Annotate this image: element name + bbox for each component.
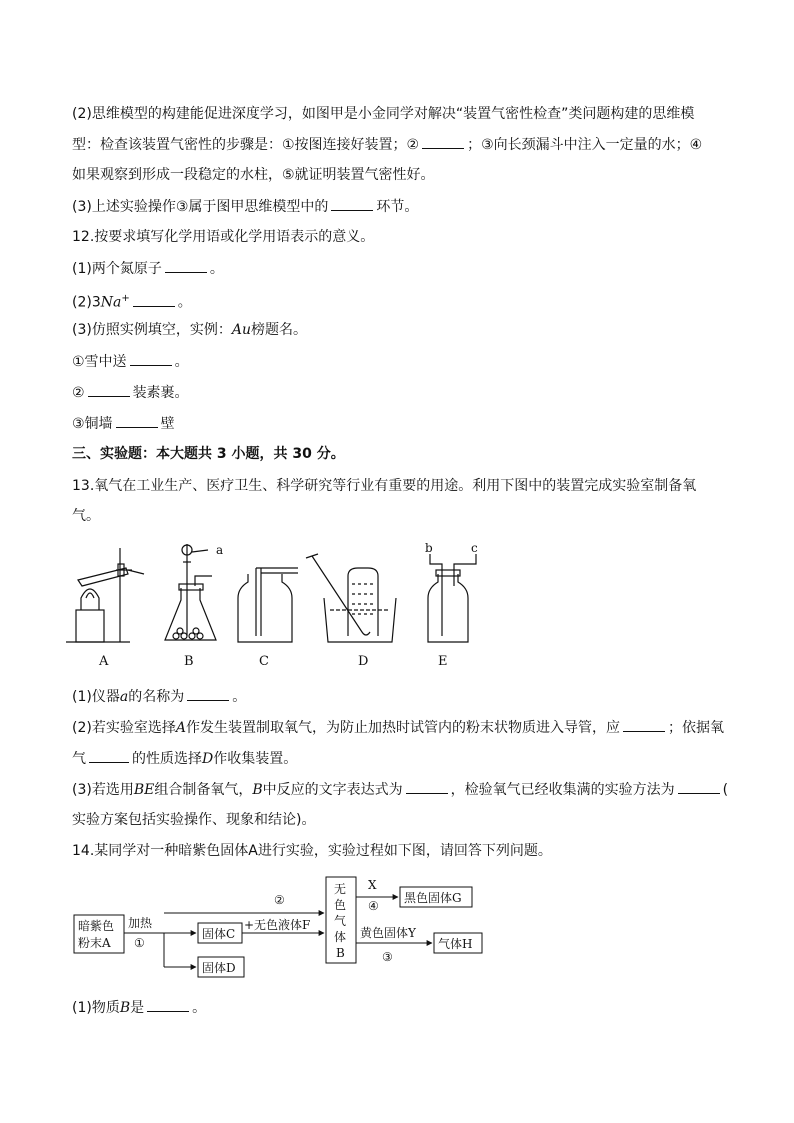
var-B: B <box>119 1000 131 1016</box>
q12-title: 12.按要求填写化学用语或化学用语表示的意义。 <box>72 229 375 245</box>
q12-part1-end: 。 <box>209 261 224 277</box>
box-b-char: 无 <box>334 882 347 896</box>
q13-part2-text-c: ；依据氧 <box>667 720 724 736</box>
q13-part2-text-f: 作收集装置。 <box>213 751 298 767</box>
q12-sub2-text: ② <box>72 385 85 401</box>
q11-part2-text-b: ；③向长颈漏斗中注入一定量的水；④ <box>467 137 703 153</box>
q11-part2-text-a: 型：检查该装置气密性的步骤是：①按图连接好装置；② <box>72 137 420 153</box>
charge-superscript: + <box>121 293 130 304</box>
answer-blank[interactable] <box>623 717 665 732</box>
answer-blank[interactable] <box>187 686 229 701</box>
q12-part3 <box>72 320 307 340</box>
answer-blank[interactable] <box>678 779 720 794</box>
apparatus-d <box>306 554 396 642</box>
var-D: D <box>202 751 214 767</box>
answer-blank[interactable] <box>130 351 172 366</box>
heat-label: 加热 <box>128 916 153 930</box>
q12-sub3-end: 壁 <box>160 416 175 432</box>
q13-part2-text-e: 的性质选择 <box>132 751 202 767</box>
apparatus-a <box>66 548 144 642</box>
label-a: a <box>216 543 224 557</box>
step-1-label: ① <box>134 936 145 950</box>
q11-part2-line1: (2)思维模型的构建能促进深度学习，如图甲是小金同学对解决“装置气密性检查”类问题构建的思维模 <box>72 106 695 122</box>
answer-blank[interactable] <box>406 779 448 794</box>
q11-part3 <box>72 196 418 217</box>
box-g-label: 黑色固体G <box>404 891 462 905</box>
q13-part3-text-c: 中反应的文字表达式为 <box>262 782 403 798</box>
q12-sub1-end: 。 <box>174 354 189 370</box>
q13-part3-text-b: 组合制备氧气， <box>154 782 253 798</box>
q11-part3-text-a: (3)上述实验操作③属于图甲思维模型中的 <box>72 199 329 215</box>
step-2-label: ② <box>274 893 285 907</box>
q11-part2-line2 <box>72 134 702 155</box>
apparatus-figure <box>66 540 486 670</box>
answer-blank[interactable] <box>133 292 175 307</box>
q14-part1-end: 。 <box>192 1000 207 1016</box>
section-title: 三、实验题：本大题共 3 小题，共 30 分。 <box>72 446 345 462</box>
q12-sub3-text: ③铜墙 <box>72 416 113 432</box>
q12-part3-text-b: 榜题名。 <box>250 322 307 338</box>
q13-part2-text-d: 气 <box>72 751 86 767</box>
q13-part3-line1 <box>72 779 728 800</box>
box-c-label: 固体C <box>202 927 236 941</box>
gold-symbol: Au <box>231 322 251 338</box>
q12-sub2-end: 装素裹。 <box>132 385 189 401</box>
q12-sub2 <box>72 382 189 403</box>
answer-blank[interactable] <box>89 748 129 763</box>
box-h-label: 气体H <box>438 937 473 951</box>
q14-part1 <box>72 997 206 1018</box>
apparatus-b <box>165 544 216 640</box>
q12-part2-prefix: (2)3 <box>72 294 101 311</box>
q13-part1 <box>72 686 246 707</box>
apparatus-label-b: B <box>184 654 194 669</box>
q13-part2-text-b: 作发生装置制取氧气，为防止加热时试管内的粉末状物质进入导管，应 <box>185 720 620 736</box>
answer-blank[interactable] <box>331 196 373 211</box>
box-a-line1: 暗紫色 <box>78 919 115 933</box>
q13-part2-text-a: (2)若实验室选择 <box>72 720 176 736</box>
y-label: 黄色固体Y <box>360 926 416 940</box>
q13-part1-text-b: 的名称为 <box>128 689 185 705</box>
apparatus-label-d: D <box>358 654 369 669</box>
var-a: a <box>119 689 129 705</box>
q14-part1-text-b: 是 <box>130 1000 145 1016</box>
box-b-char: 体 <box>334 930 347 944</box>
q14-part1-text-a: (1)物质 <box>72 1000 120 1016</box>
q12-part2 <box>72 289 192 313</box>
box-b-char: 色 <box>334 898 347 912</box>
q13-intro-line2: 气。 <box>72 508 100 524</box>
q12-part2-end: 。 <box>177 294 192 311</box>
q12-sub1 <box>72 351 189 372</box>
apparatus-label-c: C <box>259 654 269 669</box>
q11-part3-text-b: 环节。 <box>376 199 419 215</box>
q13-part2-line1 <box>72 717 724 738</box>
q12-sub1-text: ①雪中送 <box>72 354 127 370</box>
q12-part3-text-a: (3)仿照实例填空，实例： <box>72 322 232 338</box>
q12-part1 <box>72 258 224 279</box>
var-A: A <box>175 720 186 736</box>
answer-blank[interactable] <box>165 258 207 273</box>
label-b: b <box>425 541 433 555</box>
q13-part3-text-a: (3)若选用 <box>72 782 134 798</box>
reaction-flow-diagram <box>72 875 502 985</box>
q12-sub3 <box>72 413 175 434</box>
var-B: B <box>252 782 263 798</box>
sodium-symbol: Na <box>100 294 122 311</box>
q13-intro-line1: 13.氧气在工业生产、医疗卫生、科学研究等行业有重要的用途。利用下图中的装置完成实验室制备氧 <box>72 478 697 494</box>
q13-part3-text-e: ( <box>722 782 729 798</box>
q13-part1-text-a: (1)仪器 <box>72 689 120 705</box>
apparatus-label-e: E <box>438 654 448 669</box>
step-4-label: ④ <box>368 899 379 913</box>
x-label: X <box>368 878 377 892</box>
box-b-char: 气 <box>334 914 347 928</box>
q13-part1-end: 。 <box>232 689 247 705</box>
q13-part2-line2 <box>72 748 297 769</box>
plus-f-label: +无色液体F <box>244 918 311 932</box>
box-a-line2: 粉末A <box>78 936 111 950</box>
label-c: c <box>471 541 478 555</box>
q13-part3-line2: 实验方案包括实验操作、现象和结论)。 <box>72 812 316 828</box>
q13-part3-text-d: ，检验氧气已经收集满的实验方法为 <box>450 782 675 798</box>
apparatus-e <box>428 554 476 642</box>
apparatus-label-a: A <box>99 654 109 669</box>
answer-blank[interactable] <box>147 997 189 1012</box>
box-b-char: B <box>336 946 345 960</box>
answer-blank[interactable] <box>88 382 130 397</box>
q12-part1-text: (1)两个氮原子 <box>72 261 162 277</box>
q11-part2-line3: 如果观察到形成一段稳定的水柱，⑤就证明装置气密性好。 <box>72 167 435 183</box>
answer-blank[interactable] <box>116 413 158 428</box>
apparatus-c <box>238 568 298 642</box>
step-3-label: ③ <box>382 950 393 964</box>
var-BE: BE <box>133 782 155 798</box>
box-d-label: 固体D <box>202 961 236 975</box>
q14-intro: 14.某同学对一种暗紫色固体A进行实验，实验过程如下图，请回答下列问题。 <box>72 843 552 859</box>
answer-blank[interactable] <box>422 134 464 149</box>
